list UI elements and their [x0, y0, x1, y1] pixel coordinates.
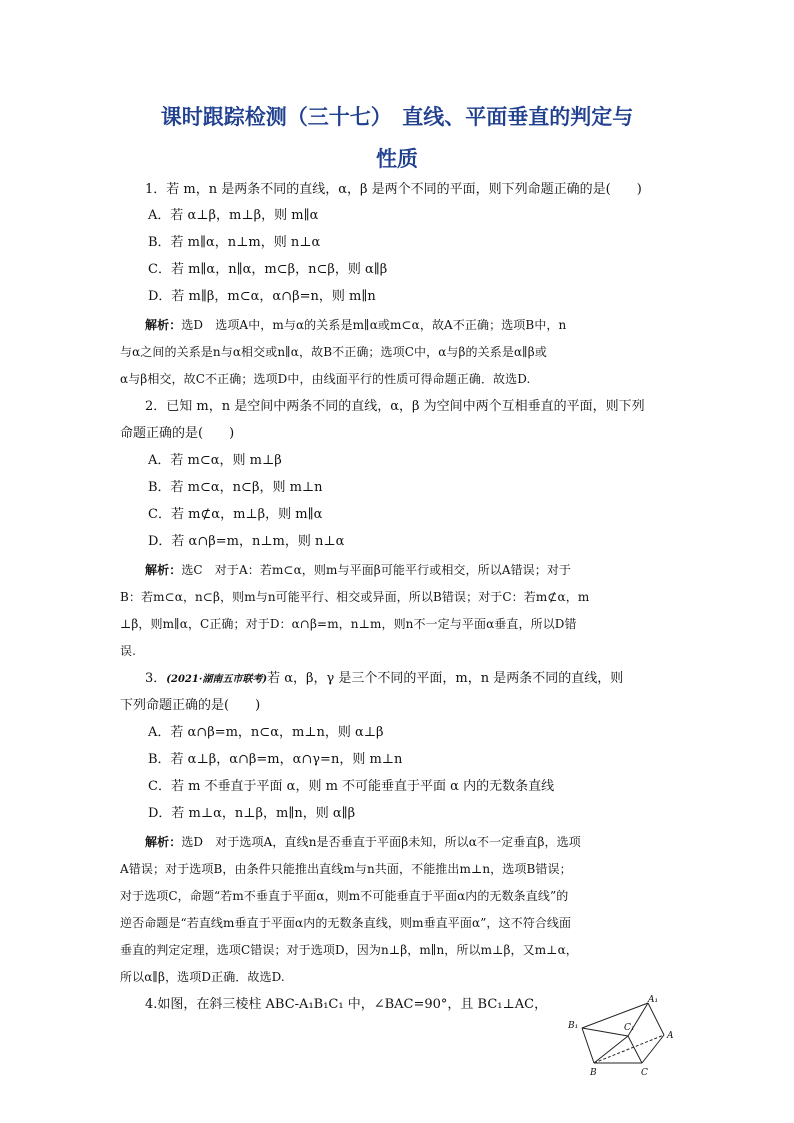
edge-bc1: [594, 1036, 628, 1063]
q3-solution-text1: 选D 对于选项A，直线n是否垂直于平面β未知，所以α不一定垂直β，选项: [181, 835, 581, 849]
label-a: A: [667, 1031, 674, 1041]
q1-option-b: B．若 m∥α，n⊥m，则 n⊥α: [148, 235, 321, 250]
q2-option-d: D．若 α∩β=m，n⊥m，则 n⊥α: [148, 534, 345, 549]
q2-solution-line1: [145, 561, 705, 579]
label-c: C: [641, 1068, 648, 1078]
q1-option-c: C．若 m∥α，n∥α，m⊂β，n⊂β，则 α∥β: [148, 262, 388, 277]
edge-b1c1: [582, 1028, 628, 1036]
label-a1: A₁: [648, 995, 659, 1005]
q4-stem: 4.如图，在斜三棱柱 ABC-A₁B₁C₁ 中，∠BAC=90°，且 BC₁⊥AC，: [145, 997, 548, 1012]
q1-stem: 1．若 m，n 是两条不同的直线，α，β 是两个不同的平面，则下列命题正确的是( ): [145, 182, 642, 197]
page-title-line1: 课时跟踪检测（三十七） 直线、平面垂直的判定与: [160, 105, 634, 129]
edge-b1a1: [582, 1003, 648, 1028]
label-c1: C₁: [624, 1023, 635, 1033]
q3-stem-line1: [145, 670, 705, 689]
q1-solution-line3: α与β相交，故C不正确；选项D中，由线面平行的性质可得命题正确．故选D.: [120, 372, 531, 386]
label-b1: B₁: [568, 1021, 579, 1031]
edge-ca: [642, 1035, 664, 1063]
q1-solution-label: 解析：: [145, 318, 182, 332]
edge-b1b: [582, 1028, 594, 1063]
label-b: B: [590, 1068, 597, 1078]
q3-option-a: A．若 α∩β=m，n⊂α，m⊥n，则 α⊥β: [148, 725, 384, 740]
q3-solution-line1: [145, 833, 705, 851]
q3-solution-line4: 逆否命题是“若直线m垂直于平面α内的无数条直线，则m垂直平面α”，这不符合线面: [120, 916, 572, 930]
q2-solution-label: 解析：: [145, 563, 182, 577]
q3-solution-line5: 垂直的判定定理，选项C错误；对于选项D，因为n⊥β，m∥n，所以m⊥β，又m⊥α，: [120, 943, 578, 957]
q2-solution-line4: 误.: [120, 644, 137, 658]
q1-solution-line1: [145, 316, 705, 334]
prism-figure: [568, 995, 688, 1079]
q1-option-a: A．若 α⊥β，m⊥β，则 m∥α: [148, 208, 319, 223]
q2-solution-line2: B：若m⊂α，n⊂β，则m与n可能平行、相交或异面，所以B错误；对于C：若m⊄α，m: [120, 590, 590, 604]
q2-option-b: B．若 m⊂α，n⊂β，则 m⊥n: [148, 480, 323, 495]
q3-number: 3．: [145, 671, 167, 686]
q3-source: (2021·湖南五市联考): [166, 674, 268, 685]
q3-option-c: C．若 m 不垂直于平面 α，则 m 不可能垂直于平面 α 内的无数条直线: [148, 779, 555, 794]
q2-stem-line2: 命题正确的是( ): [120, 426, 235, 441]
q3-stem-text: 若 α，β，γ 是三个不同的平面，m，n 是两条不同的直线，则: [267, 671, 624, 686]
q2-option-a: A．若 m⊂α，则 m⊥β: [148, 453, 282, 468]
q2-option-c: C．若 m⊄α，m⊥β，则 m∥α: [148, 507, 323, 522]
q1-solution-text1: 选D 选项A中，m与α的关系是m∥α或m⊂α，故A不正确；选项B中，n: [181, 318, 567, 332]
page-title-line2: 性质: [376, 147, 418, 171]
edge-c1c: [628, 1036, 642, 1063]
q2-stem-line1: 2．已知 m，n 是空间中两条不同的直线，α，β 为空间中两个互相垂直的平面，则下列: [145, 399, 645, 414]
q3-solution-line3: 对于选项C，命题“若m不垂直于平面α，则m不可能垂直于平面α内的无数条直线”的: [120, 889, 569, 903]
q3-stem-line2: 下列命题正确的是( ): [120, 698, 261, 713]
edge-a1a: [648, 1003, 664, 1035]
q1-option-d: D．若 m∥β，m⊂α，α∩β=n，则 m∥n: [148, 289, 376, 304]
q3-solution-line6: 所以α∥β，选项D正确．故选D.: [120, 970, 285, 984]
q3-option-b: B．若 α⊥β，α∩β=m，α∩γ=n，则 m⊥n: [148, 752, 403, 767]
q2-solution-text1: 选C 对于A：若m⊂α，则m与平面β可能平行或相交，所以A错误；对于: [181, 563, 572, 577]
q3-solution-line2: A错误；对于选项B，由条件只能推出直线m与n共面，不能推出m⊥n，选项B错误；: [120, 862, 572, 876]
q3-solution-label: 解析：: [145, 835, 182, 849]
q1-solution-line2: 与α之间的关系是n与α相交或n∥α，故B不正确；选项C中，α与β的关系是α∥β或: [120, 345, 547, 359]
q2-solution-line3: ⊥β，则m∥α，C正确；对于D：α∩β=m，n⊥m，则n不一定与平面α垂直，所以D错: [120, 617, 577, 631]
q3-option-d: D．若 m⊥α，n⊥β，m∥n，则 α∥β: [148, 806, 356, 821]
